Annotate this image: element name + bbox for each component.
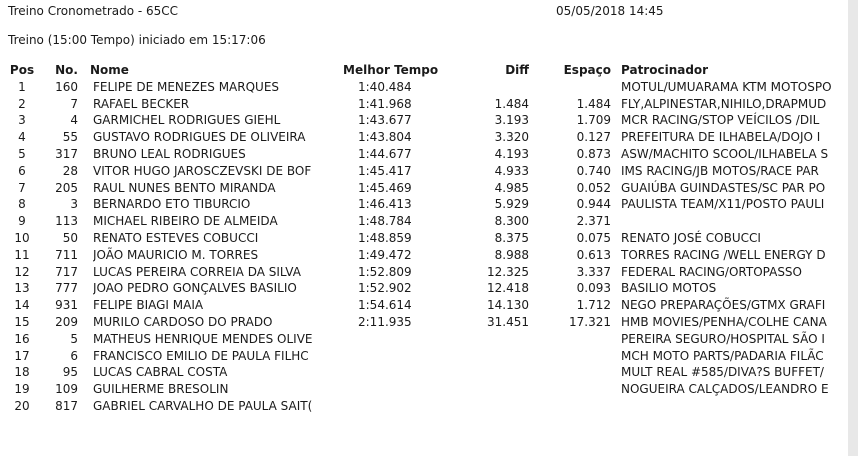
- cell-number: 109: [55, 382, 78, 397]
- cell-sponsor: NEGO PREPARAÇÕES/GTMX GRAFI: [621, 298, 826, 313]
- cell-number: 95: [62, 365, 78, 380]
- cell-number: 28: [62, 163, 78, 178]
- cell-gap: 1.709: [576, 113, 611, 128]
- cell-number: 4: [70, 113, 78, 128]
- cell-pos: 17: [14, 348, 30, 363]
- cell-diff: 14.130: [487, 298, 529, 313]
- cell-sponsor: ASW/MACHITO SCOOL/ILHABELA S: [621, 146, 829, 161]
- cell-diff: 3.320: [494, 130, 529, 145]
- cell-best-time: 1:43.677: [358, 113, 412, 128]
- cell-name: RAUL NUNES BENTO MIRANDA: [93, 180, 276, 195]
- col-header-pos: Pos: [9, 63, 35, 77]
- cell-best-time: 1:44.677: [358, 146, 412, 161]
- table-row: [0, 96, 848, 113]
- cell-pos: 5: [18, 146, 26, 161]
- cell-name: GUILHERME BRESOLIN: [93, 382, 229, 397]
- table-row: [0, 280, 848, 297]
- cell-name: GUSTAVO RODRIGUES DE OLIVEIRA: [93, 130, 306, 145]
- cell-pos: 1: [18, 79, 26, 94]
- cell-number: 55: [62, 130, 78, 145]
- cell-number: 209: [55, 314, 78, 329]
- cell-number: 711: [55, 247, 78, 262]
- cell-diff: 1.484: [494, 96, 529, 111]
- cell-pos: 20: [14, 398, 30, 413]
- cell-gap: 1.712: [576, 298, 611, 313]
- cell-name: LUCAS PEREIRA CORREIA DA SILVA: [93, 264, 301, 279]
- cell-sponsor: FLY,ALPINESTAR,NIHILO,DRAPMUD: [621, 96, 827, 111]
- cell-sponsor: TORRES RACING /WELL ENERGY D: [621, 247, 826, 262]
- cell-diff: 8.375: [494, 230, 529, 245]
- cell-name: MATHEUS HENRIQUE MENDES OLIVE: [93, 331, 313, 346]
- cell-pos: 15: [14, 314, 30, 329]
- cell-number: 717: [55, 264, 78, 279]
- cell-number: 7: [70, 96, 78, 111]
- cell-sponsor: PAULISTA TEAM/X11/POSTO PAULI: [621, 197, 825, 212]
- table-row: [0, 364, 848, 381]
- cell-name: RAFAEL BECKER: [93, 96, 190, 111]
- cell-name: RENATO ESTEVES COBUCCI: [93, 230, 259, 245]
- cell-diff: 12.418: [487, 281, 529, 296]
- cell-number: 3: [70, 197, 78, 212]
- cell-pos: 19: [14, 382, 30, 397]
- cell-name: BERNARDO ETO TIBURCIO: [93, 197, 251, 212]
- cell-sponsor: PREFEITURA DE ILHABELA/DOJO I: [621, 130, 821, 145]
- cell-gap: 2.371: [576, 214, 611, 229]
- document-datetime: 05/05/2018 14:45: [556, 4, 664, 18]
- cell-diff: 8.988: [494, 247, 529, 262]
- table-row: [0, 180, 848, 197]
- cell-gap: 3.337: [576, 264, 611, 279]
- cell-sponsor: HMB MOVIES/PENHA/COLHE CANA: [621, 314, 827, 329]
- cell-best-time: 1:48.859: [358, 230, 412, 245]
- cell-name: FELIPE DE MENEZES MARQUES: [93, 79, 280, 94]
- cell-pos: 16: [14, 331, 30, 346]
- cell-gap: 0.052: [576, 180, 611, 195]
- cell-number: 160: [55, 79, 78, 94]
- cell-best-time: 1:52.902: [358, 281, 412, 296]
- cell-gap: 17.321: [569, 314, 611, 329]
- table-row: [0, 331, 848, 348]
- cell-best-time: 1:45.469: [358, 180, 412, 195]
- cell-pos: 7: [18, 180, 26, 195]
- table-row: [0, 381, 848, 398]
- table-row: [0, 348, 848, 365]
- cell-number: 5: [70, 331, 78, 346]
- cell-pos: 3: [18, 113, 26, 128]
- cell-sponsor: PEREIRA SEGURO/HOSPITAL SÃO I: [621, 331, 825, 346]
- cell-number: 6: [70, 348, 78, 363]
- cell-best-time: 1:48.784: [358, 214, 412, 229]
- cell-best-time: 1:52.809: [358, 264, 412, 279]
- table-row: [0, 230, 848, 247]
- cell-diff: 4.985: [494, 180, 529, 195]
- cell-name: LUCAS CABRAL COSTA: [93, 365, 228, 380]
- cell-best-time: 1:40.484: [358, 79, 412, 94]
- cell-gap: 0.873: [576, 146, 611, 161]
- cell-gap: 1.484: [576, 96, 611, 111]
- cell-diff: 12.325: [487, 264, 529, 279]
- table-row: [0, 314, 848, 331]
- cell-pos: 11: [14, 247, 30, 262]
- cell-gap: 0.075: [576, 230, 611, 245]
- col-header-name: Nome: [90, 63, 129, 77]
- cell-pos: 13: [14, 281, 30, 296]
- cell-diff: 3.193: [494, 113, 529, 128]
- cell-sponsor: RENATO JOSÉ COBUCCI: [621, 230, 761, 245]
- cell-name: VITOR HUGO JAROSCZEVSKI DE BOF: [93, 163, 312, 178]
- cell-best-time: 1:45.417: [358, 163, 412, 178]
- cell-gap: 0.127: [576, 130, 611, 145]
- table-row: [0, 146, 848, 163]
- table-row: [0, 398, 848, 415]
- cell-best-time: 1:49.472: [358, 247, 412, 262]
- cell-best-time: 1:41.968: [358, 96, 412, 111]
- document-title: Treino Cronometrado - 65CC: [8, 4, 179, 18]
- cell-diff: 8.300: [494, 214, 529, 229]
- cell-pos: 10: [14, 230, 30, 245]
- cell-pos: 4: [18, 130, 26, 145]
- cell-best-time: 1:46.413: [358, 197, 412, 212]
- cell-best-time: 1:43.804: [358, 130, 412, 145]
- table-header: [0, 62, 848, 79]
- cell-name: BRUNO LEAL RODRIGUES: [93, 146, 246, 161]
- cell-sponsor: MOTUL/UMUARAMA KTM MOTOSPO: [621, 79, 832, 94]
- cell-sponsor: BASILIO MOTOS: [621, 281, 717, 296]
- col-header-sponsor: Patrocinador: [621, 63, 709, 77]
- table-row: [0, 163, 848, 180]
- session-info: Treino (15:00 Tempo) iniciado em 15:17:06: [8, 33, 266, 47]
- cell-pos: 12: [14, 264, 30, 279]
- cell-name: FRANCISCO EMILIO DE PAULA FILHC: [93, 348, 309, 363]
- cell-number: 817: [55, 398, 78, 413]
- col-header-diff: Diff: [505, 63, 529, 77]
- cell-name: JOÃO MAURICIO M. TORRES: [93, 247, 259, 262]
- vertical-scrollbar[interactable]: [848, 0, 858, 456]
- cell-gap: 0.740: [576, 163, 611, 178]
- cell-diff: 4.933: [494, 163, 529, 178]
- cell-number: 777: [55, 281, 78, 296]
- cell-pos: 6: [18, 163, 26, 178]
- cell-diff: 5.929: [494, 197, 529, 212]
- table-row: [0, 79, 848, 96]
- table-row: [0, 213, 848, 230]
- cell-name: GARMICHEL RODRIGUES GIEHL: [93, 113, 281, 128]
- cell-number: 205: [55, 180, 78, 195]
- cell-name: MICHAEL RIBEIRO DE ALMEIDA: [93, 214, 278, 229]
- cell-pos: 2: [18, 96, 26, 111]
- cell-diff: 31.451: [487, 314, 529, 329]
- cell-sponsor: MCH MOTO PARTS/PADARIA FILÃC: [621, 348, 824, 363]
- table-row: [0, 112, 848, 129]
- cell-sponsor: NOGUEIRA CALÇADOS/LEANDRO E: [621, 382, 829, 397]
- table-body: [0, 79, 848, 415]
- cell-pos: 18: [14, 365, 30, 380]
- cell-name: FELIPE BIAGI MAIA: [93, 298, 204, 313]
- col-header-best-time: Melhor Tempo: [343, 63, 439, 77]
- cell-best-time: 2:11.935: [358, 314, 412, 329]
- cell-name: JOAO PEDRO GONÇALVES BASILIO: [93, 281, 297, 296]
- cell-number: 931: [55, 298, 78, 313]
- col-header-no: No.: [55, 63, 78, 77]
- cell-number: 50: [62, 230, 78, 245]
- table-row: [0, 129, 848, 146]
- cell-name: GABRIEL CARVALHO DE PAULA SAIT(: [93, 398, 313, 413]
- cell-best-time: 1:54.614: [358, 298, 412, 313]
- cell-sponsor: FEDERAL RACING/ORTOPASSO: [621, 264, 802, 279]
- cell-pos: 14: [14, 298, 30, 313]
- cell-sponsor: IMS RACING/JB MOTOS/RACE PAR: [621, 163, 819, 178]
- table-row: [0, 297, 848, 314]
- table-row: [0, 247, 848, 264]
- cell-gap: 0.944: [576, 197, 611, 212]
- results-table: [0, 62, 848, 415]
- col-header-gap: Espaço: [563, 63, 611, 77]
- cell-pos: 8: [18, 197, 26, 212]
- table-row: [0, 264, 848, 281]
- cell-diff: 4.193: [494, 146, 529, 161]
- table-row: [0, 196, 848, 213]
- cell-pos: 9: [18, 214, 26, 229]
- cell-name: MURILO CARDOSO DO PRADO: [93, 314, 273, 329]
- cell-number: 113: [55, 214, 78, 229]
- cell-gap: 0.093: [576, 281, 611, 296]
- cell-sponsor: MULT REAL #585/DIVA?S BUFFET/: [621, 365, 824, 380]
- cell-sponsor: GUAIÚBA GUINDASTES/SC PAR PO: [621, 180, 826, 195]
- cell-sponsor: MCR RACING/STOP VEÍCILOS /DIL: [621, 113, 820, 128]
- cell-gap: 0.613: [576, 247, 611, 262]
- cell-number: 317: [55, 146, 78, 161]
